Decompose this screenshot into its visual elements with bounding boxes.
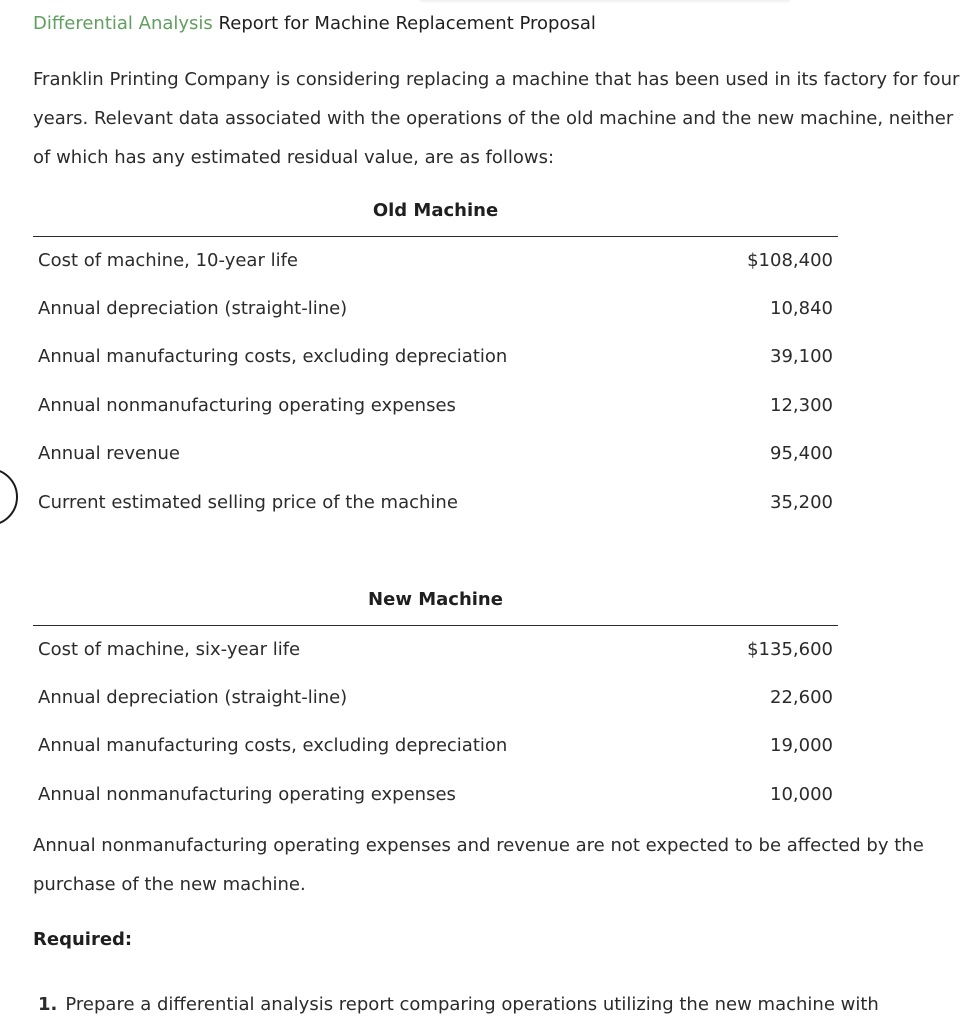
row-value: 19,000 [770,735,833,757]
row-value: 22,600 [770,687,833,709]
note-paragraph: Annual nonmanufacturing operating expenses and revenue are not expected to be affected by the purchase of the new machine. [33,835,924,895]
row-label: Annual depreciation (straight-line) [38,298,348,320]
table-row [33,673,838,721]
row-value: 95,400 [770,443,833,465]
bracket-mark [0,468,18,526]
row-label: Annual manufacturing costs, excluding depreciation [38,346,508,368]
old-machine-table [33,236,838,526]
step-text: Prepare a differential analysis report comparing operations utilizing the new machine with [65,994,879,1015]
row-value: 10,840 [770,298,833,320]
row-label: Cost of machine, 10-year life [38,249,298,271]
row-value: 12,300 [770,394,833,416]
table-row [33,333,838,381]
page-title [33,12,596,36]
intro-paragraph: Franklin Printing Company is considering replacing a machine that has been used in its factory for four years. Relevant data associated with the operations of the old machine and the new machine, neither of which has any estimated residual value, are as follows: [33,69,960,168]
table-row [33,722,838,770]
table-row [33,236,838,284]
new-machine-heading: New Machine [368,589,503,610]
table-row [33,381,838,429]
required-heading: Required: [33,929,133,950]
row-label: Current estimated selling price of the machine [38,491,458,513]
row-label: Annual depreciation (straight-line) [38,687,348,709]
title-text: Report for Machine Replacement Proposal [218,13,596,34]
old-machine-heading: Old Machine [372,200,499,221]
scroll-shadow [420,0,790,4]
required-step [38,993,879,1017]
title-link[interactable]: Differential Analysis [33,13,213,34]
table-row [33,478,838,526]
row-label: Annual nonmanufacturing operating expenses [38,394,456,416]
table-row [33,770,838,818]
new-machine-table [33,625,838,819]
table-row [33,625,838,673]
row-value: 10,000 [770,783,833,805]
row-label: Annual nonmanufacturing operating expenses [38,783,456,805]
row-label: Annual manufacturing costs, excluding depreciation [38,735,508,757]
row-value: 39,100 [770,346,833,368]
step-number: 1. [38,994,58,1015]
row-label: Cost of machine, six-year life [38,638,301,660]
row-value: $135,600 [747,638,833,660]
table-row [33,430,838,478]
table-row [33,284,838,332]
row-label: Annual revenue [38,443,180,465]
row-value: 35,200 [770,491,833,513]
row-value: $108,400 [747,249,833,271]
